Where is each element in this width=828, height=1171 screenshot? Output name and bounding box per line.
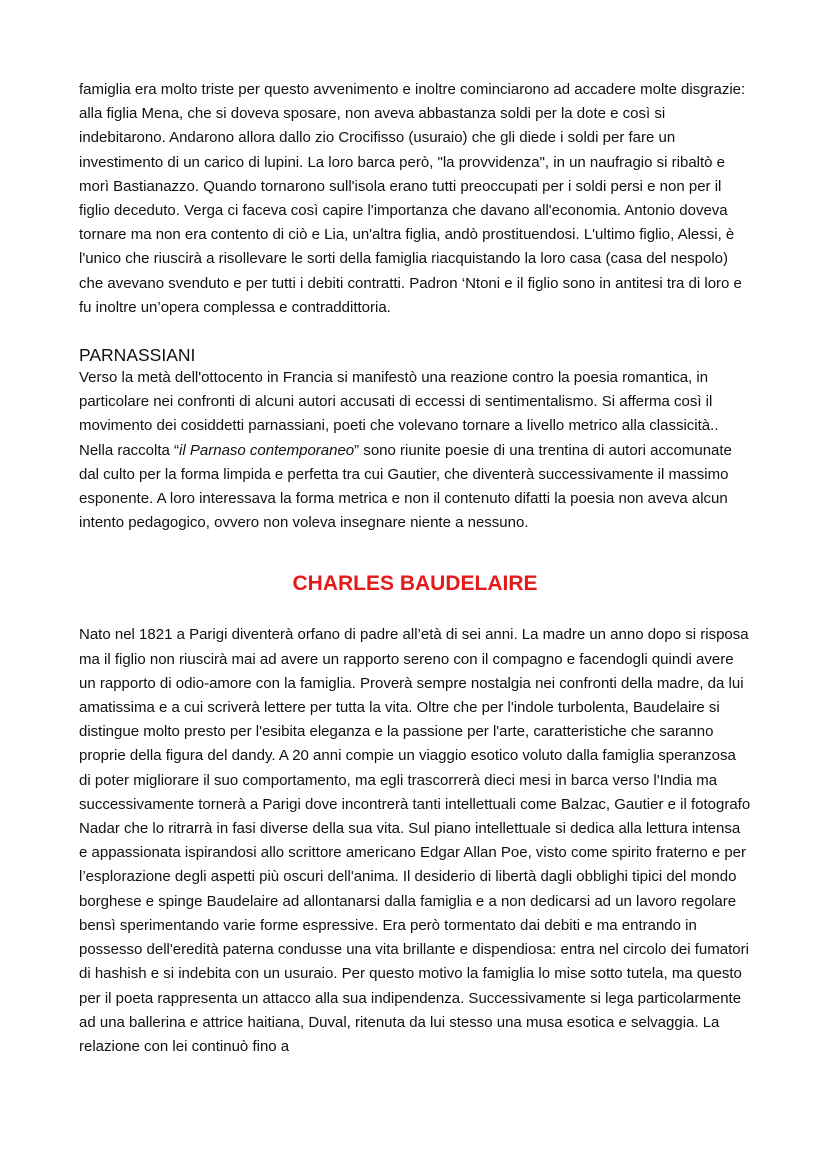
- paragraph-baudelaire-biography: Nato nel 1821 a Parigi diventerà orfano di padre all’età di sei anni. La madre un anno dopo si risposa ma il figlio non riuscirà mai ad avere un rapporto sereno con il compagno e facendogli quindi avere un rapporto di odio-amore con la famiglia. Proverà sempre nostalgia nei confronti della madre, da lui amatissima e a cui scriverà lettere per tutta la vita. Oltre che per l'indole turbolenta, Baudelaire si distingue molto presto per l'esibita eleganza e la passione per l'arte, caratteristiche che saranno proprie della figura del dandy. A 20 anni compie un viaggio esotico voluto dalla famiglia speranzosa di poter migliorare il suo comportamento, ma egli trascorrerà dieci mesi in barca verso l'India ma successivamente tornerà a Parigi dove incontrerà tanti intellettuali come Balzac, Gautier e il fotografo Nadar che lo ritrarrà in fasi diverse della sua vita. Sul piano intellettuale si dedica alla lettura intensa e appassionata ispirandosi allo scrittore americano Edgar Allan Poe, visto come spirito fraterno e per l’esplorazione degli aspetti più oscuri dell'anima. Il desiderio di libertà dagli obblighi tipici del mondo borghese e spinge Baudelaire ad allontanarsi dalla famiglia e a non dedicarsi ad un lavoro regolare bensì sperimentando varie forme espressive. Era però tormentato dai debiti e ma entrando in possesso dell'eredità paterna condusse una vita brillante e dispendiosa: entra nel circolo dei fumatori di hashish e si indebita con un usuraio. Per questo motivo la famiglia lo mise sotto tutela, ma questo per il poeta rappresenta un attacco alla sua indipendenza. Successivamente si lega particolarmente ad una ballerina e attrice haitiana, Duval, ritenuta da lui stesso una musa esotica e selvaggia. La relazione con lei continuò fino a: [79, 626, 751, 1055]
- document-body: [79, 78, 751, 1059]
- paragraph-parnassiani: [79, 366, 751, 535]
- parnassiani-text-part-2: ” sono riunite poesie di una trentina di autori accomunate dal culto per la forma limpida e perfetta tra cui Gautier, che diventerà successivamente il massimo esponente. A loro interessava la forma metrica e non il contenuto difatti la poesia non aveva alcun intento pedagogico, ovvero non voleva insegnare niente a nessuno.: [79, 441, 732, 532]
- paragraph-verga-continuation: famiglia era molto triste per questo avvenimento e inoltre cominciarono ad accadere molte disgrazie: alla figlia Mena, che si doveva sposare, non aveva abbastanza soldi per la dote e così si indebitarono. Andarono allora dallo zio Crocifisso (usuraio) che gli diede i soldi per fare un investimento di un carico di lupini. La loro barca però, "la provvidenza", in un naufragio si ribaltò e morì Bastianazzo. Quando tornarono sull'isola erano tutti preoccupati per i soldi persi e non per il figlio deceduto. Verga ci faceva così capire l'importanza che davano all'economia. Antonio doveva tornare ma non era contento di ciò e Lia, un'altra figlia, andò prostituendosi. L'ultimo figlio, Alessi, è l'unico che riuscirà a risollevare le sorti della famiglia riacquistando la loro casa (casa del nespolo) che avevano svenduto e per tutti i debiti contratti. Padron ‘Ntoni e il figlio sono in antitesi tra di loro e fu inoltre un’opera complessa e contraddittoria.: [79, 81, 746, 316]
- title-charles-baudelaire: CHARLES BAUDELAIRE: [292, 572, 538, 596]
- heading-parnassiani: PARNASSIANI: [79, 345, 196, 366]
- parnassiani-work-title: il Parnaso contemporaneo: [179, 441, 355, 459]
- parnassiani-text-part-1: Verso la metà dell'ottocento in Francia si manifestò una reazione contro la poesia romantica, in particolare nei confronti di alcuni autori accusati di eccessi di sentimentalismo. Si afferma così il movimento dei cosiddetti parnassiani, poeti che volevano tornare a livello metrico alla classicità.. Nella raccolta “: [79, 369, 719, 459]
